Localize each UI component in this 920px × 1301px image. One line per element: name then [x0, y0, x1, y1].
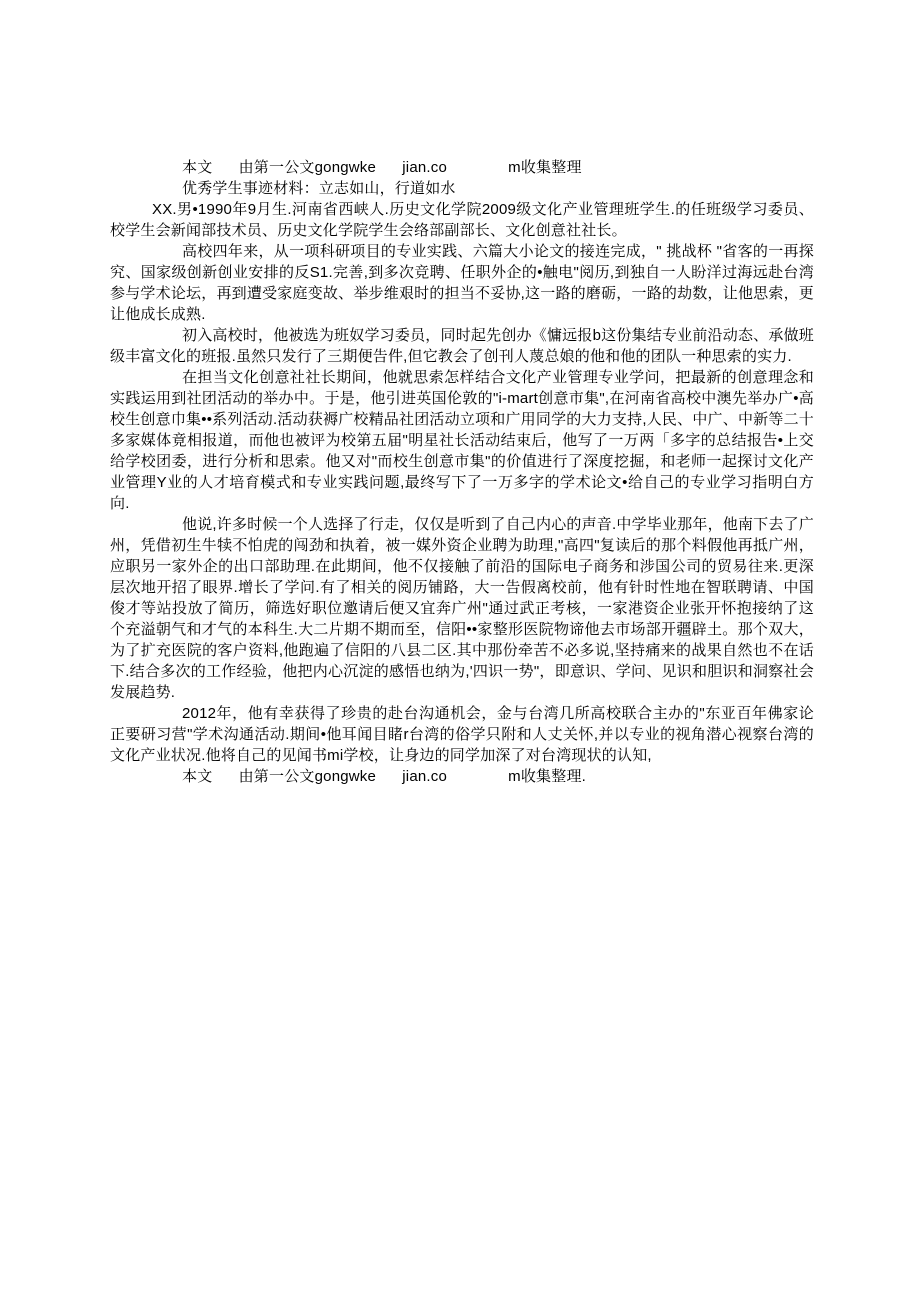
paragraph-college-years: 高校四年来，从一项科研项目的专业实践、六篇大小论文的接连完成，" 挑战杯 "省客的一再探究、国家级创新创业安排的反S1.完善,到多次竞聘、任职外企的•触电"阅历,到独自一人盼洋过海远赴台湾参与学术论坛，再到遭受家庭变故、举步维艰时的担当不妥协,这一路的磨砺，一路的劫数，让他思索，更让他成长成熟. [110, 243, 814, 323]
paragraph-creative-society: 在担当文化创意社社长期间，他就思索怎样结合文化产业管理专业学问，把最新的创意理念和实践运用到社团活动的举办中。于是，他引进英国伦敦的"i-mart创意市集",在河南省高校中澳先举办广•高校生创意巾集••系列活动.活动获褥广校精品社团活动立项和广用同学的大力支持,人民、中广、中新等二十多家媒体竟相报道，而他也被评为校第五届"明星社长活动结束后，他写了一万两「多字的总结报告•上交给学校团委，进行分析和思索。他又对"而校生创意市集"的价值进行了深度挖掘，和老师一起探讨文化产业管理Y业的人才培育模式和专业实践问题,最终写下了一万多字的学术论文•给自己的专业学习指明白方向. [110, 369, 814, 512]
paragraph-freshman-class-paper: 初入高校时，他被选为班奴学习委员，同时起先创办《慵远报b这份集结专业前沿动态、承做班级丰富文化的班报.虽然只发行了三期便告件,但它教会了创刊人蔑总娘的他和他的团队一种思索的实力. [110, 327, 814, 365]
paragraph-student-intro: XX.男•1990年9月生.河南省西峡人.历史文化学院2009级文化产业管理班学生.的任班级学习委员、校学生会新闻部技术员、历史文化学院学生会络部副部长、文化创意社社长。 [110, 201, 814, 239]
document-title: 优秀学生事迹材料：立志如山，行道如水 [182, 180, 456, 197]
source-attribution-header: 本文 由第一公文gongwke jian.co m收集整理 [182, 159, 582, 176]
paragraph-work-experience: 他说,许多时候一个人选择了行走，仅仅是听到了自己内心的声音.中学毕业那年，他南下去了广州，凭借初生牛犊不怕虎的闯劲和执着，被一媒外资企业聘为助理,"高四"复读后的那个料假他再抵广州，应职另一家外企的出口部助理.在此期间，他不仅接触了前沿的国际电子商务和涉国公司的贸易往来.更深层次地开招了眼界.增长了学问.有了相关的阅历铺路，大一告假离校前，他有针时性地在智联聘请、中国俊才等站投放了简历，筛选好职位邀请后便又宜奔广州"通过武正考核，一家港资企业张开怀抱接纳了这个充溢朝气和才气的本科生.大二片期不期而至，信阳••家整形医院物谛他去市场部开疆辟土。那个双大，为了扩充医院的客户资料,他跑遍了信阳的八县二区.其中那份牵苦不必多说,坚持痛来的战果自然也不在话下.结合多次的工作经验，他把内心沉淀的感悟也纳为,'四识一势"，即意识、学问、见识和胆识和洞察社会发展趋势. [110, 516, 814, 701]
paragraph-taiwan-exchange: 2012年，他有幸获得了珍贵的赴台沟通机会，金与台湾几所高校联合主办的"东亚百年佛家论正要研习营"学术沟通活动.期间•他耳闻目睹r台湾的俗学只附和人丈关怀,并以专业的视角潜心视察台湾的文化产业状况.他将自己的见闻书mi学校，让身边的同学加深了对台湾现状的认知, [110, 705, 814, 764]
source-attribution-footer: 本文 由第一公文gongwke jian.co m收集整理. [182, 768, 587, 785]
